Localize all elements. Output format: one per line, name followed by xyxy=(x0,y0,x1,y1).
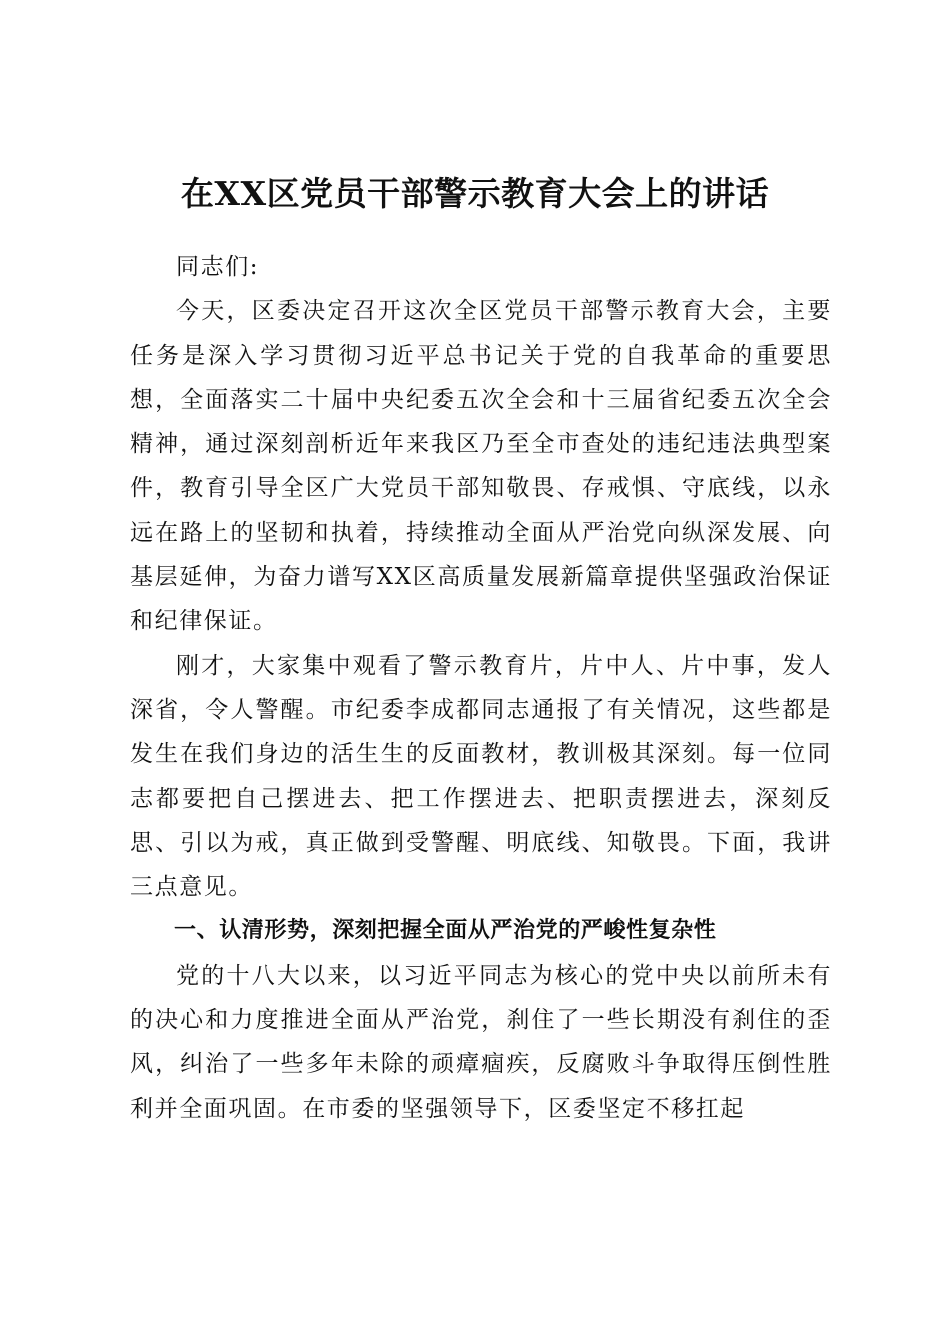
document-body xyxy=(130,245,832,1131)
salutation: 同志们: xyxy=(176,254,260,280)
paragraph-warning-film: 刚才，大家集中观看了警示教育片，片中人、片中事，发人深省，令人警醒。市纪委李成都同志通报了有关情况，这些都是发生在我们身边的活生生的反面教材，教训极其深刻。每一位同志都要把自己摆进去、把工作摆进去、把职责摆进去，深刻反思、引以为戒，真正做到受警醒、明底线、知敬畏。下面，我讲三点意见。 xyxy=(130,652,832,901)
document-title: 在XX区党员干部警示教育大会上的讲话 xyxy=(180,174,770,213)
paragraph-section-1: 党的十八大以来，以习近平同志为核心的党中央以前所未有的决心和力度推进全面从严治党，刹住了一些长期没有刹住的歪风，纠治了一些多年未除的顽瘴痼疾，反腐败斗争取得压倒性胜利并全面巩固。在市委的坚强领导下，区委坚定不移扛起 xyxy=(130,962,832,1122)
section-heading-1: 一、认清形势，深刻把握全面从严治党的严峻性复杂性 xyxy=(174,918,717,944)
paragraph-opening: 今天，区委决定召开这次全区党员干部警示教育大会，主要任务是深入学习贯彻习近平总书记关于党的自我革命的重要思想，全面落实二十届中央纪委五次全会和十三届省纪委五次全会精神，通过深刻剖析近年来我区乃至全市查处的违纪违法典型案件，教育引导全区广大党员干部知敬畏、存戒惧、守底线，以永远在路上的坚韧和执着，持续推动全面从严治党向纵深发展、向基层延伸，为奋力谱写XX区高质量发展新篇章提供坚强政治保证和纪律保证。 xyxy=(130,298,832,635)
